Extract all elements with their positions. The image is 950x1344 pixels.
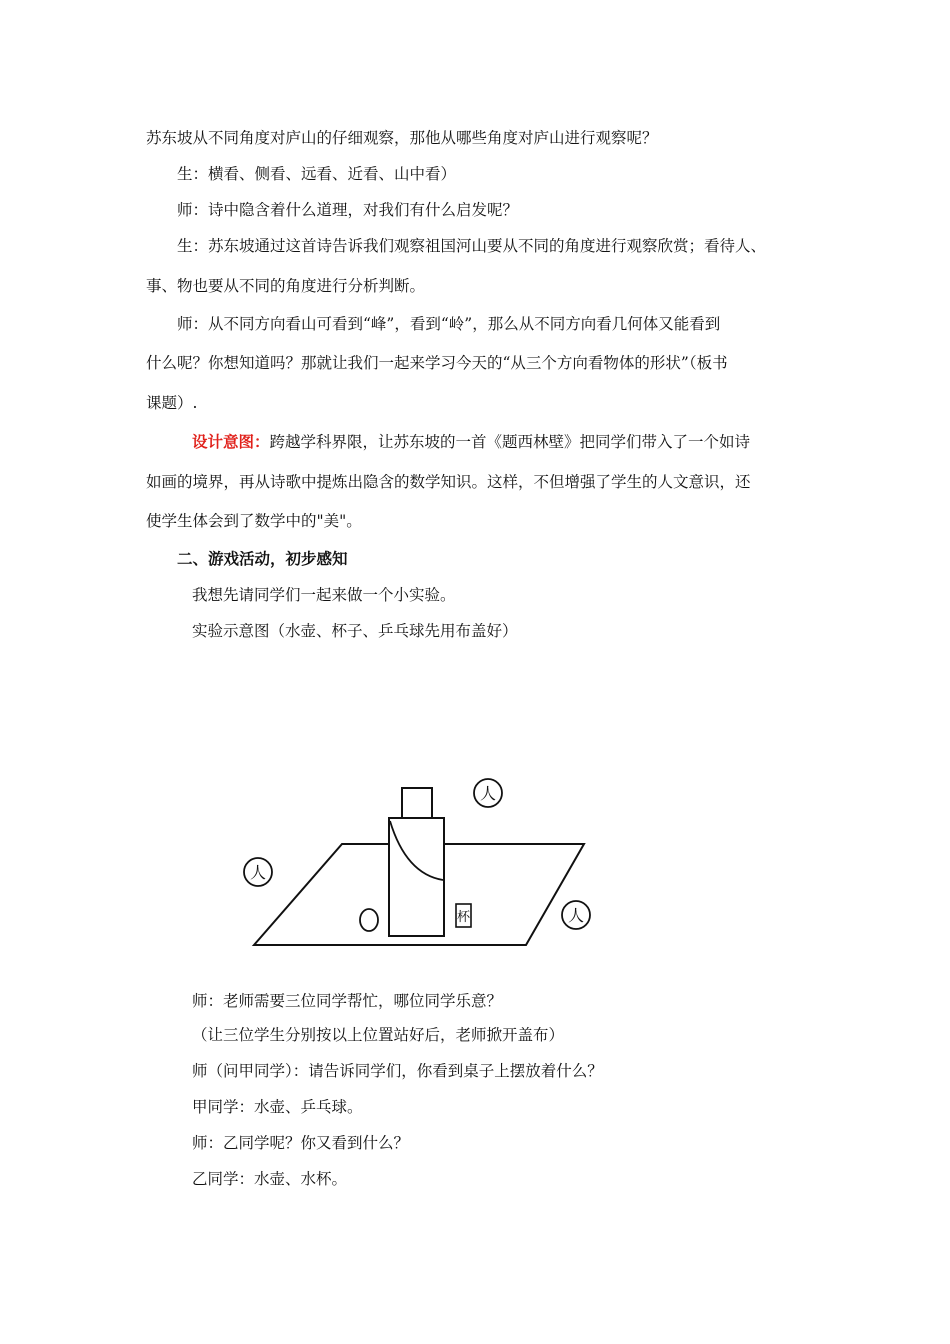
person-marker-right <box>562 901 590 929</box>
kettle-lid <box>402 788 432 818</box>
paragraph-line: 生：苏东坡通过这首诗告诉我们观察祖国河山要从不同的角度进行观察欣赏；看待人、 <box>177 237 767 255</box>
design-intent-label: 设计意图： <box>192 432 270 451</box>
paragraph-line: 如画的境界，再从诗歌中提炼出隐含的数学知识。这样，不但增强了学生的人文意识，还 <box>146 473 751 491</box>
paragraph-line: 什么呢？你想知道吗？那就让我们一起来学习今天的“从三个方向看物体的形状”（板书 <box>146 354 728 372</box>
paragraph-line: 使学生体会到了数学中的"美"。 <box>146 512 362 530</box>
dialogue-line: 师：老师需要三位同学帮忙，哪位同学乐意？ <box>192 992 503 1010</box>
person-glyph: 人 <box>479 784 497 803</box>
dialogue-line: 甲同学：水壶、乒乓球。 <box>192 1098 363 1116</box>
paragraph-line: 苏东坡从不同角度对庐山的仔细观察，那他从哪些角度对庐山进行观察呢？ <box>146 129 658 147</box>
paragraph-line: 实验示意图（水壶、杯子、乒乓球先用布盖好） <box>192 622 518 640</box>
design-intent-line <box>192 432 750 452</box>
section-heading: 二、游戏活动，初步感知 <box>177 549 348 568</box>
person-glyph: 人 <box>567 906 585 925</box>
paragraph-line: 师：诗中隐含着什么道理，对我们有什么启发呢？ <box>177 201 519 219</box>
paragraph-line: 我想先请同学们一起来做一个小实验。 <box>192 586 456 604</box>
design-intent-text: 跨越学科界限，让苏东坡的一首《题西林壁》把同学们带入了一个如诗 <box>269 433 751 451</box>
paragraph-line: 师：从不同方向看山可看到“峰”，看到“岭”，那么从不同方向看几何体又能看到 <box>177 315 721 333</box>
paragraph-line: 生：横看、侧看、远看、近看、山中看） <box>177 165 457 183</box>
dialogue-line: （让三位学生分别按以上位置站好后，老师掀开盖布） <box>192 1026 565 1044</box>
paragraph-line: 课题）. <box>146 394 198 412</box>
experiment-figure <box>230 770 600 960</box>
kettle-body <box>389 818 444 936</box>
person-marker-left <box>244 858 272 886</box>
person-glyph: 人 <box>249 863 267 882</box>
person-marker-top <box>474 779 502 807</box>
cup-glyph: 杯 <box>456 910 471 925</box>
dialogue-line: 师：乙同学呢？你又看到什么？ <box>192 1134 410 1152</box>
dialogue-line: 乙同学：水壶、水杯。 <box>192 1170 348 1188</box>
dialogue-line: 师（问甲同学）：请告诉同学们，你看到桌子上摆放着什么？ <box>192 1062 603 1080</box>
ping-pong-ball <box>360 909 378 931</box>
paragraph-line: 事、物也要从不同的角度进行分析判断。 <box>146 277 426 295</box>
